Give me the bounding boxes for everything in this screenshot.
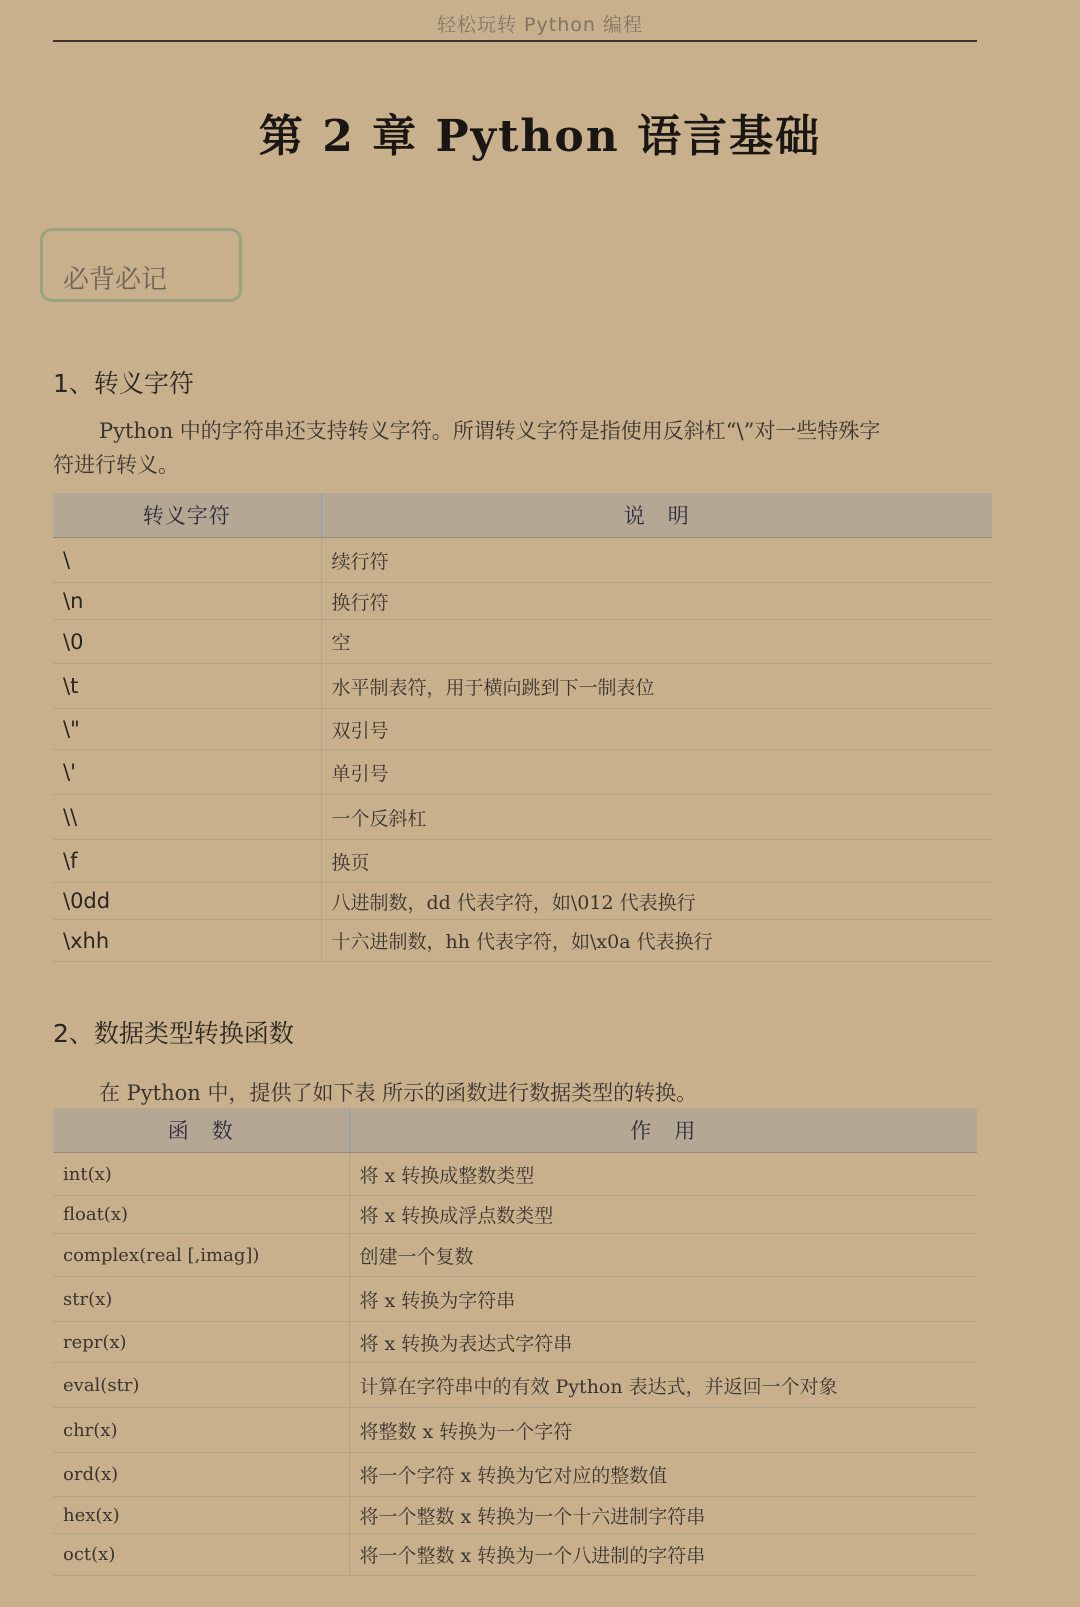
- conversion-row: [53, 1322, 977, 1363]
- conversion-cell-desc: 将 x 转换成整数类型: [349, 1153, 977, 1196]
- conversion-cell-key: repr(x): [53, 1322, 349, 1363]
- tag-box: [40, 228, 242, 302]
- conversion-cell-key: float(x): [53, 1196, 349, 1234]
- chapter-title: 第 2 章 Python 语言基础: [258, 111, 822, 162]
- escape-intro-line2: 符进行转义。: [53, 453, 179, 477]
- escape-cell-key: \": [53, 709, 321, 750]
- escape-row: [53, 750, 992, 795]
- header-rule: [53, 40, 977, 42]
- conversion-row: [53, 1196, 977, 1234]
- escape-cell-desc: 换页: [321, 840, 992, 883]
- conversion-header-func: 函 数: [53, 1108, 349, 1153]
- escape-cell-key: \': [53, 750, 321, 795]
- escape-cell-desc: 水平制表符，用于横向跳到下一制表位: [321, 664, 992, 709]
- conversion-cell-key: complex(real [,imag]): [53, 1234, 349, 1277]
- conversion-cell-desc: 将一个整数 x 转换为一个十六进制字符串: [349, 1497, 977, 1534]
- conversion-cell-key: int(x): [53, 1153, 349, 1196]
- escape-cell-desc: 十六进制数，hh 代表字符，如\x0a 代表换行: [321, 920, 992, 962]
- escape-cell-key: \: [53, 538, 321, 583]
- conversion-cell-key: ord(x): [53, 1453, 349, 1497]
- escape-cell-key: \\: [53, 795, 321, 840]
- escape-cell-key: \t: [53, 664, 321, 709]
- escape-row: [53, 883, 992, 920]
- escape-cell-key: \0dd: [53, 883, 321, 920]
- escape-cell-desc: 换行符: [321, 583, 992, 620]
- conversion-cell-key: str(x): [53, 1277, 349, 1322]
- escape-row: [53, 840, 992, 883]
- escape-header-desc: 说 明: [321, 493, 992, 538]
- conversion-row: [53, 1497, 977, 1534]
- conversion-cell-key: chr(x): [53, 1408, 349, 1453]
- conversion-cell-desc: 将一个整数 x 转换为一个八进制的字符串: [349, 1534, 977, 1576]
- escape-row: [53, 583, 992, 620]
- conversion-row: [53, 1153, 977, 1196]
- escape-row: [53, 920, 992, 962]
- conversion-cell-desc: 创建一个复数: [349, 1234, 977, 1277]
- escape-cell-desc: 空: [321, 620, 992, 664]
- escape-table-header: [53, 493, 992, 538]
- escape-cell-desc: 八进制数，dd 代表字符，如\012 代表换行: [321, 883, 992, 920]
- escape-cell-key: \n: [53, 583, 321, 620]
- escape-header-char: 转义字符: [53, 493, 321, 538]
- conversion-cell-desc: 计算在字符串中的有效 Python 表达式，并返回一个对象: [349, 1363, 977, 1408]
- conversion-cell-desc: 将一个字符 x 转换为它对应的整数值: [349, 1453, 977, 1497]
- escape-row: [53, 620, 992, 664]
- escape-cell-key: \xhh: [53, 920, 321, 962]
- conversion-cell-key: hex(x): [53, 1497, 349, 1534]
- escape-row: [53, 795, 992, 840]
- escape-cell-desc: 一个反斜杠: [321, 795, 992, 840]
- conversion-row: [53, 1534, 977, 1576]
- escape-row: [53, 709, 992, 750]
- conversion-intro: [53, 1076, 978, 1110]
- section-heading-escape: 1、转义字符: [53, 369, 194, 398]
- escape-cell-desc: 单引号: [321, 750, 992, 795]
- escape-intro: [53, 414, 978, 482]
- escape-table: [53, 493, 992, 962]
- conversion-cell-desc: 将 x 转换成浮点数类型: [349, 1196, 977, 1234]
- conversion-row: [53, 1363, 977, 1408]
- escape-intro-line1: Python 中的字符串还支持转义字符。所谓转义字符是指使用反斜杠“\”对一些特殊字: [99, 419, 881, 443]
- escape-row: [53, 664, 992, 709]
- conversion-row: [53, 1408, 977, 1453]
- conversion-table: [53, 1108, 977, 1576]
- tag-label: 必背必记: [63, 265, 168, 295]
- conversion-cell-desc: 将 x 转换为字符串: [349, 1277, 977, 1322]
- escape-cell-desc: 双引号: [321, 709, 992, 750]
- conversion-table-header: [53, 1108, 977, 1153]
- conversion-row: [53, 1277, 977, 1322]
- conversion-cell-desc: 将整数 x 转换为一个字符: [349, 1408, 977, 1453]
- conversion-cell-key: eval(str): [53, 1363, 349, 1408]
- escape-cell-key: \0: [53, 620, 321, 664]
- conversion-header-effect: 作 用: [349, 1108, 977, 1153]
- conversion-intro-text: 在 Python 中，提供了如下表 所示的函数进行数据类型的转换。: [99, 1081, 698, 1105]
- conversion-cell-desc: 将 x 转换为表达式字符串: [349, 1322, 977, 1363]
- escape-row: [53, 538, 992, 583]
- escape-cell-key: \f: [53, 840, 321, 883]
- conversion-row: [53, 1453, 977, 1497]
- escape-cell-desc: 续行符: [321, 538, 992, 583]
- section-heading-conversion: 2、数据类型转换函数: [53, 1019, 294, 1048]
- conversion-row: [53, 1234, 977, 1277]
- conversion-cell-key: oct(x): [53, 1534, 349, 1576]
- running-header: 轻松玩转 Python 编程: [437, 14, 643, 36]
